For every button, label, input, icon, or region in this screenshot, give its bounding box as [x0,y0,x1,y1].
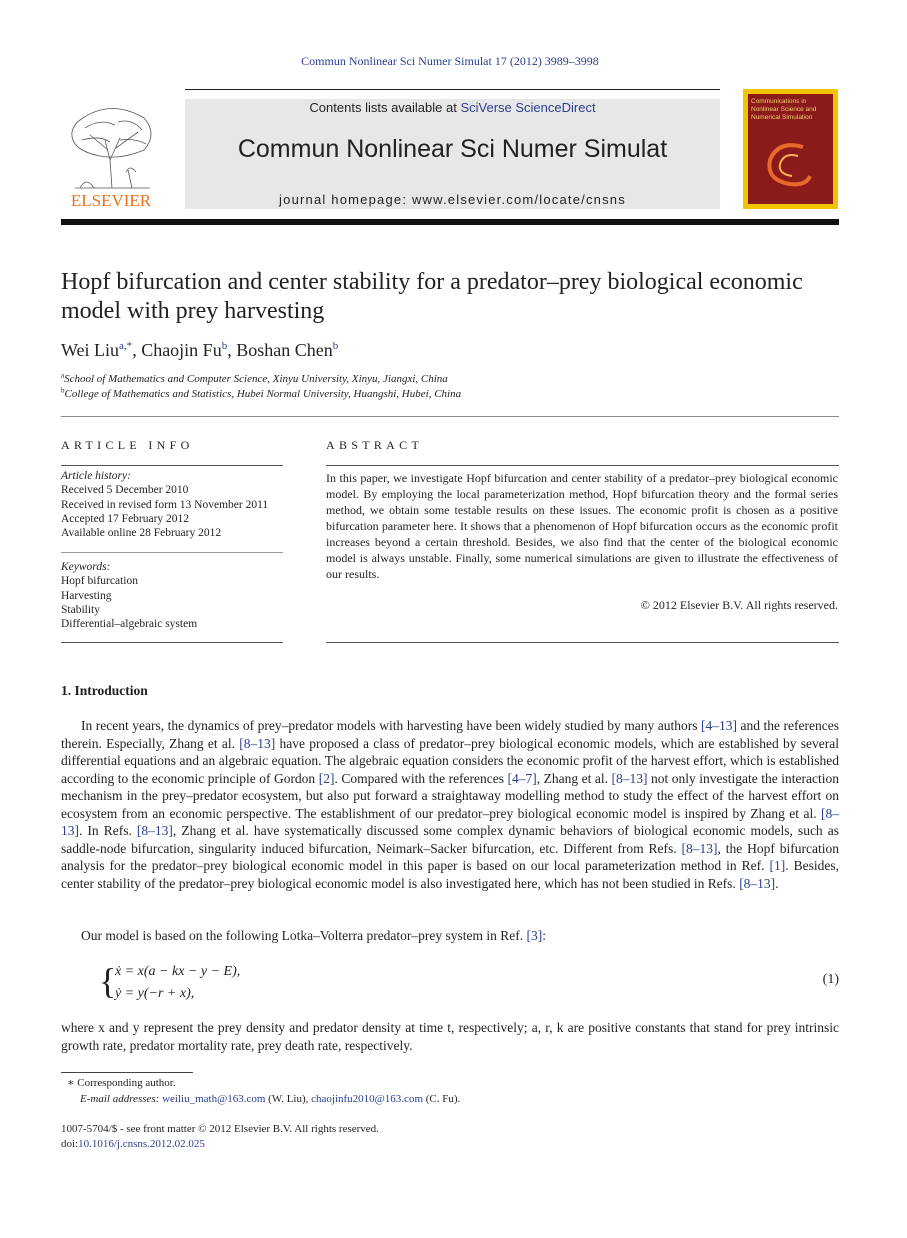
paragraph-run: , the Hopf bifurcation analysis for the predator–prey biological economic model in this paper is based on our local parameterization method in Ref. [61,840,840,873]
abstract-heading: ABSTRACT [326,438,424,452]
author-name[interactable]: Boshan Chen [236,340,333,360]
intro-paragraph-3 [61,1019,839,1054]
reference-link[interactable]: [4–7] [507,770,537,786]
equation-1 [99,961,839,1005]
reference-link[interactable]: [4–13] [701,718,738,733]
keyword: Stability [61,603,100,616]
article-title: Hopf bifurcation and center stability for a predator–prey biological economic model with prey harvesting [61,269,803,324]
equation-line: ẋ = x(a − kx − y − E), [115,964,241,979]
sciencedirect-link[interactable]: SciVerse ScienceDirect [460,100,596,115]
history-keywords-rule [61,552,283,553]
bottom-info [61,1122,379,1152]
elsevier-tree-icon [60,100,162,210]
affiliation-rule [61,416,839,417]
keywords [61,560,283,631]
reference-link[interactable]: [8–13] [136,823,173,838]
intro-paragraph-1 [61,717,839,892]
author-separator: , [227,340,237,360]
affiliation-b [61,388,461,400]
author-affiliation-mark[interactable]: b [332,340,339,352]
paragraph-run: have proposed a class of predator–prey biological economic models, which are established by several differential equations and an algebraic equation. The algebraic equation considers the economic profit of the harvest effort, which is established according to the economic principle of Gordon [61,735,839,786]
cover-swirl-icon [748,132,833,202]
paragraph-run: and the references therein. Especially, Zhang et al. [61,718,839,751]
footnote-rule [61,1072,193,1073]
paragraph-text [61,927,839,945]
footnotes [61,1075,460,1107]
abstract-copyright: © 2012 Elsevier B.V. All rights reserved. [640,598,838,612]
contents-prefix: Contents lists available at [309,100,461,115]
equation-number: (1) [822,972,839,987]
elsevier-logo[interactable] [60,100,162,210]
email-note [61,1091,460,1107]
homepage-link[interactable]: www.elsevier.com/locate/cnsns [411,192,626,207]
svg-text:ELSEVIER: ELSEVIER [70,191,152,210]
affiliation-a [61,373,448,385]
paragraph-run: , Zhang et al. have systematically discussed some complex dynamic behaviors of biological economic models, such as saddle-node bifurcation, singularity induced bifurcation, Neimark–Sacker bifurcation, etc. Different from Refs. [61,823,839,856]
journal-citation[interactable]: Commun Nonlinear Sci Numer Simulat 17 (2012) 3989–3998 [301,54,599,68]
reference-link[interactable]: [2] [318,770,335,786]
paragraph-run: . Besides, center stability of the predator–prey biological economic model is also investigated here, which has not been studied in Refs. [61,858,839,891]
cover-title: Communications in Nonlinear Science and Numerical Simulation [751,98,817,121]
journal-title: Commun Nonlinear Sci Numer Simulat [237,135,668,163]
article-info-bottom-rule [61,642,283,643]
reference-link[interactable]: [8–13] [739,875,776,891]
keyword: Differential–algebraic system [61,618,198,631]
email-link[interactable]: chaojinfu2010@163.com [311,1093,423,1105]
author-name[interactable]: Wei Liu [61,340,120,360]
reference-link[interactable]: [8–13] [611,770,648,786]
paragraph-run: Our model is based on the following Lotka–Volterra predator–prey system in Ref. [81,928,527,943]
corresponding-author-note: ∗ Corresponding author. [67,1077,176,1089]
history-item: Available online 28 February 2012 [61,527,222,540]
doi-line [61,1137,379,1152]
reference-link[interactable]: [3] [526,928,543,943]
history-label: Article history: [61,470,131,482]
equation-line: ẏ = y(−r + x), [115,986,195,1001]
reference-link[interactable]: [8–13] [681,840,718,856]
paragraph-run: . [775,875,779,891]
history-item: Received 5 December 2010 [61,484,189,497]
homepage-prefix: journal homepage: [279,192,412,207]
author-list [61,340,338,361]
header-thick-rule [61,219,839,225]
article-history [61,469,283,540]
reference-link[interactable]: [1] [769,858,786,873]
abstract-bottom-rule [326,642,839,643]
paragraph-run: . In Refs. [79,823,137,838]
cover-artwork [748,94,833,204]
email-link[interactable]: weiliu_math@163.com [162,1093,266,1105]
affiliation-mark: a [61,371,65,380]
abstract-text: In this paper, we investigate Hopf bifurcation and center stability of a predator–prey biological economic model. By employing the local parameterization method, Hopf bifurcation theory and the formal series method, we obtain some testable results on these issues. The economic profit is chosen as a positive bifurcation parameter here. It shows that a phenomenon of Hopf bifurcation occurs as the economic profit increases beyond a certain threshold. Besides, we also find that the center of the biological economic model is always unstable. Finally, some numerical simulations are given to illustrate the effectiveness of our results. [326,471,838,581]
history-item: Received in revised form 13 November 2011 [61,498,269,511]
paragraph-text: where x and y represent the prey density and predator density at time t, respectively; a, r, k are positive constants that stand for prey intrinsic growth rate, predator mortality rate, prey death rate, respectively. [61,1020,839,1053]
affiliation-text: College of Mathematics and Statistics, Hubei Normal University, Huangshi, Hubei, China [64,388,462,400]
affiliation-mark: b [61,386,65,395]
issn-line: 1007-5704/$ - see front matter © 2012 Elsevier B.V. All rights reserved. [61,1123,379,1135]
author-affiliation-mark[interactable]: a,* [119,340,133,352]
email-owner: (C. Fu). [423,1093,461,1105]
author-affiliation-mark[interactable]: b [221,340,228,352]
header-top-rule [185,89,720,90]
paragraph-run: not only investigate the interaction mechanism in the prey–predator ecosystem, but also put forward a straightaway modelling method to study the effect of the harvest effort on ecosystem from an economic perspective. The establishment of our predator–prey biological economic model is inspired by Zhang et al. [61,770,840,821]
doi-link[interactable]: 10.1016/j.cnsns.2012.02.025 [78,1138,205,1150]
article-info-rule [61,465,283,466]
doi-label: doi: [61,1138,79,1150]
intro-paragraph-2 [61,927,839,945]
email-owner: (W. Liu), [265,1093,312,1105]
keyword: Harvesting [61,589,112,602]
abstract-rule [326,465,839,466]
journal-cover-image[interactable] [743,89,838,209]
author-separator: , [132,340,142,360]
reference-link[interactable]: [8–13] [61,805,839,838]
reference-link[interactable]: [8–13] [239,735,276,751]
equation-brace: { [99,961,117,1001]
article-info-heading: ARTICLE INFO [61,438,194,452]
paragraph-run: : [542,928,547,943]
contents-line [185,100,720,115]
affiliation-text: School of Mathematics and Computer Science, Xinyu University, Xinyu, Jiangxi, China [64,373,448,385]
journal-homepage [185,192,720,207]
paragraph-run: In recent years, the dynamics of prey–predator models with harvesting have been widely studied by many authors [81,718,702,733]
history-item: Accepted 17 February 2012 [61,512,190,525]
keywords-label: Keywords: [61,561,111,573]
paragraph-run: . Compared with the references [334,770,508,786]
paragraph-text [61,717,839,892]
author-name[interactable]: Chaojin Fu [141,340,222,360]
email-label: E-mail addresses: [80,1093,163,1105]
paragraph-run: , Zhang et al. [536,770,612,786]
keyword: Hopf bifurcation [61,575,138,588]
section-heading-introduction: 1. Introduction [61,683,148,698]
